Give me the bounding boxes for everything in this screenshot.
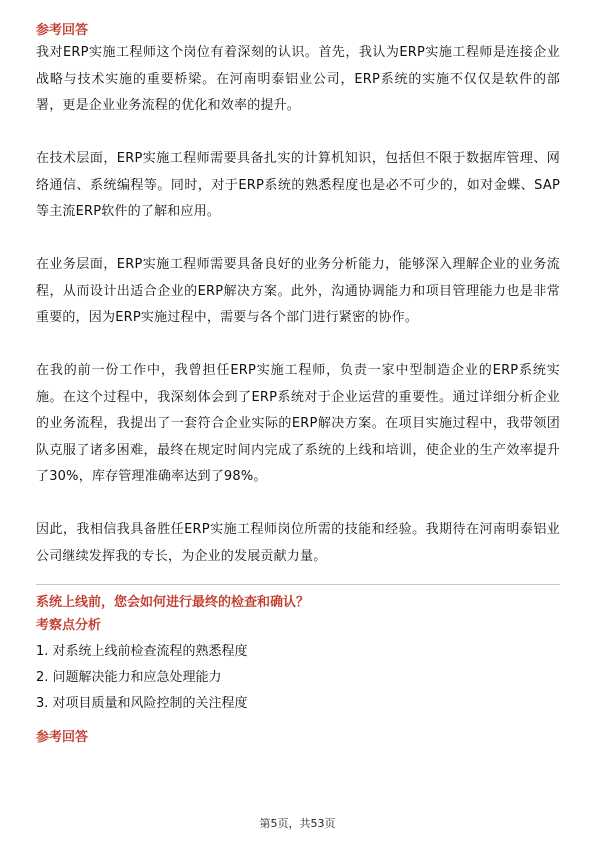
reference-answer-heading-2: 参考回答 (36, 730, 89, 745)
analysis-heading: 考察点分析 (36, 618, 102, 633)
spacer (36, 120, 560, 147)
answer-paragraph-5: 因此，我相信我具备胜任ERP实施工程师岗位所需的技能和经验。我期待在河南明泰铝业公司继续发挥我的专长，为企业的发展贡献力量。 (36, 522, 560, 564)
analysis-item: 2. 问题解决能力和应急处理能力 (36, 670, 222, 685)
answer-paragraph-4: 在我的前一份工作中，我曾担任ERP实施工程师，负责一家中型制造企业的ERP系统实施。在这个过程中，我深刻体会到了ERP系统对于企业运营的重要性。通过详细分析企业的业务流程，我提出了一套符合企业实际的ERP解决方案。在项目实施过程中，我带领团队克服了诸多困难，最终在规定时间内完成了系统的上线和培训，使企业的生产效率提升了30%，库存管理准确率达到了98%。 (36, 363, 560, 484)
answer-paragraph-2: 在技术层面，ERP实施工程师需要具备扎实的计算机知识，包括但不限于数据库管理、网络通信、系统编程等。同时，对于ERP系统的熟悉程度也是必不可少的，如对金蝶、SAP等主流ERP软件的了解和应用。 (36, 151, 560, 219)
reference-answer-heading: 参考回答 (36, 23, 89, 38)
analysis-item: 1. 对系统上线前检查流程的熟悉程度 (36, 644, 248, 659)
spacer (36, 332, 560, 359)
analysis-list (36, 639, 560, 717)
analysis-item: 3. 对项目质量和风险控制的关注程度 (36, 696, 248, 711)
spacer (36, 491, 560, 518)
question-heading: 系统上线前，您会如何进行最终的检查和确认？ (36, 595, 310, 610)
page-number-footer: 第5页，共53页 (259, 817, 336, 830)
page-content (36, 22, 560, 747)
answer-paragraph-1: 我对ERP实施工程师这个岗位有着深刻的认识。首先，我认为ERP实施工程师是连接企业战略与技术实施的重要桥梁。在河南明泰铝业公司，ERP系统的实施不仅仅是软件的部署，更是企业业务流程的优化和效率的提升。 (36, 45, 560, 113)
spacer (36, 226, 560, 253)
answer-paragraph-3: 在业务层面，ERP实施工程师需要具备良好的业务分析能力，能够深入理解企业的业务流程，从而设计出适合企业的ERP解决方案。此外，沟通协调能力和项目管理能力也是非常重要的，因为ERP实施过程中，需要与各个部门进行紧密的协作。 (36, 257, 560, 325)
section-divider (36, 584, 560, 585)
